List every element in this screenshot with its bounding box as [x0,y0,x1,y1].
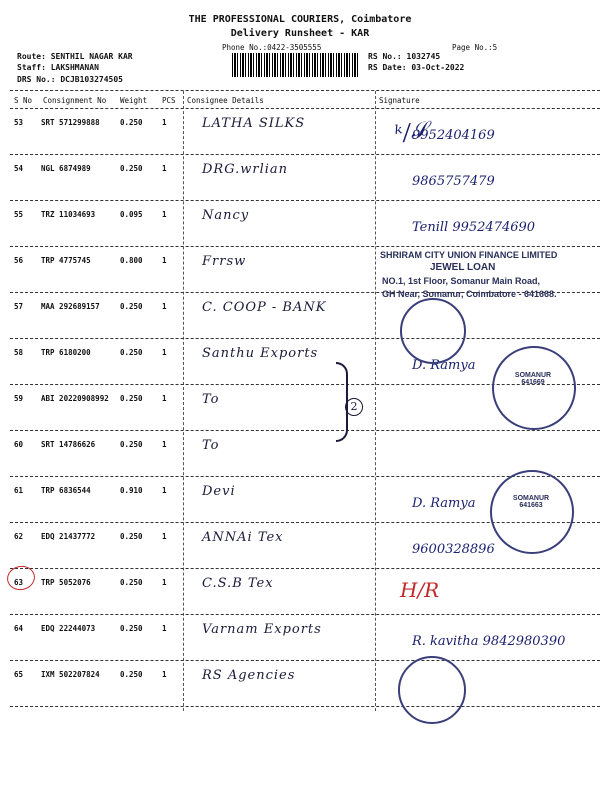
column-divider [183,91,184,711]
row-signature: Tenill 9952474690 [412,220,536,235]
row-consignment: MAA 292689157 [41,302,100,311]
row-pcs: 1 [162,118,167,127]
page-number: Page No.:5 [452,43,498,52]
row-consignee-handwritten: RS Agencies [202,668,296,683]
row-pcs: 1 [162,164,167,173]
row-pcs: 1 [162,440,167,449]
row-consignment: ABI 20220908992 [41,394,109,403]
shriram-stamp-line2: JEWEL LOAN [430,262,496,273]
row-weight: 0.250 [120,624,143,633]
col-weight: Weight [120,96,148,105]
shriram-stamp-line3: NO.1, 1st Floor, Somanur Main Road, [382,276,541,286]
col-pcs: PCS [162,96,176,105]
row-pcs: 1 [162,348,167,357]
row-consignment: TRP 6836544 [41,486,91,495]
row-divider [10,338,600,339]
row-divider [10,614,600,615]
row-weight: 0.250 [120,578,143,587]
row-sno: 65 [14,670,24,679]
rs-agencies-stamp [398,656,466,724]
phone-number: Phone No.:0422-3505555 [222,43,322,52]
row-weight: 0.910 [120,486,143,495]
row-consignment: EDQ 22244073 [41,624,96,633]
row-divider [10,568,600,569]
row-consignee-handwritten: Frrsw [202,254,247,269]
row-sno: 54 [14,164,24,173]
row-sno: 60 [14,440,24,449]
row-consignment: NGL 6874989 [41,164,91,173]
spinning-mill-stamp-center: SOMANUR 641669 [514,372,552,386]
col-signature: Signature [379,96,420,105]
row-signature: 9952404169 [412,128,495,143]
row-consignee-handwritten: Nancy [202,208,250,223]
row-consignee-handwritten: To [202,392,220,407]
row-consignee-handwritten: Varnam Exports [202,622,322,637]
row-weight: 0.095 [120,210,143,219]
row-pcs: 1 [162,256,167,265]
row-pcs: 1 [162,578,167,587]
row-weight: 0.250 [120,440,143,449]
row-weight: 0.250 [120,532,143,541]
row-sno: 57 [14,302,24,311]
row-weight: 0.250 [120,302,143,311]
row-sno: 59 [14,394,24,403]
col-consignee: Consignee Details [187,96,264,105]
row-pcs: 1 [162,394,167,403]
row-sno: 55 [14,210,24,219]
row-signature: D. Ramya [412,496,476,511]
row-consignment: EDQ 21437772 [41,532,96,541]
row-consignee-handwritten: DRG.wrlian [202,162,289,177]
row-consignee-handwritten: ANNAi Tex [202,530,284,545]
route-label: Route: SENTHIL NAGAR KAR [17,52,133,61]
row-consignment: TRP 6180200 [41,348,91,357]
row-consignee-handwritten: C.S.B Tex [202,576,274,591]
drs-number: DRS No.: DCJB103274505 [17,75,123,84]
row-divider [10,430,600,431]
row-weight: 0.250 [120,394,143,403]
company-title: THE PROFESSIONAL COURIERS, Coimbatore [188,14,412,25]
row-sno: 53 [14,118,24,127]
row-consignment: IXM 502207824 [41,670,100,679]
spinning-mill-stamp-2 [490,470,574,554]
row-sno: 56 [14,256,24,265]
row-signature: R. kavitha 9842980390 [412,634,566,649]
row-consignment: TRZ 11034693 [41,210,96,219]
row-pcs: 1 [162,302,167,311]
row-weight: 0.800 [120,256,143,265]
row-signature: 9865757479 [412,174,495,189]
spinning-mill-stamp [492,346,576,430]
barcode [232,53,360,77]
row-pcs: 1 [162,624,167,633]
row-sno: 58 [14,348,24,357]
row-consignment: SRT 571299888 [41,118,100,127]
row-consignment: TRP 5052076 [41,578,91,587]
row-divider [10,246,600,247]
row-sno: 62 [14,532,24,541]
divider [10,90,600,91]
col-consignment: Consignment No [43,96,107,105]
row-signature: 9600328896 [412,542,495,557]
column-divider [375,91,376,711]
row-consignment: SRT 14786626 [41,440,96,449]
row-consignment: TRP 4775745 [41,256,91,265]
round-stamp [400,298,466,364]
row-pcs: 1 [162,670,167,679]
row-divider [10,154,600,155]
row-signature: H/R [400,578,440,602]
row-consignee-handwritten: LATHA SILKS [202,116,306,131]
shriram-stamp-line4: GH Near, Somanur, Coimbatore - 641668. [382,289,557,299]
row-sno: 64 [14,624,24,633]
row-sno: 63 [14,578,24,587]
circled-number: 2 [345,398,363,416]
row-pcs: 1 [162,210,167,219]
row-consignee-handwritten: Santhu Exports [202,346,319,361]
row-consignee-handwritten: Devi [202,484,236,499]
row-sno: 61 [14,486,24,495]
signature-scribble: ᵏ/𝒮 [393,117,430,148]
row-weight: 0.250 [120,670,143,679]
row-divider [10,200,600,201]
row-pcs: 1 [162,486,167,495]
row-weight: 0.250 [120,118,143,127]
spinning-mill-stamp-2-center: SOMANUR 641663 [512,495,550,509]
row-weight: 0.250 [120,164,143,173]
runsheet-title: Delivery Runsheet - KAR [230,28,370,39]
staff-label: Staff: LAKSHMANAN [17,63,99,72]
col-sno: S No [14,96,33,105]
row-signature: D. Ramya [412,358,476,373]
row-consignee-handwritten: To [202,438,220,453]
divider [10,108,600,109]
rs-number: RS No.: 1032745 [368,52,441,61]
rs-date: RS Date: 03-Oct-2022 [368,63,465,72]
row-divider [10,706,600,707]
row-divider [10,660,600,661]
shriram-stamp-line1: SHRIRAM CITY UNION FINANCE LIMITED [380,250,558,260]
row-weight: 0.250 [120,348,143,357]
row-consignee-handwritten: C. COOP - BANK [202,300,327,315]
row-pcs: 1 [162,532,167,541]
